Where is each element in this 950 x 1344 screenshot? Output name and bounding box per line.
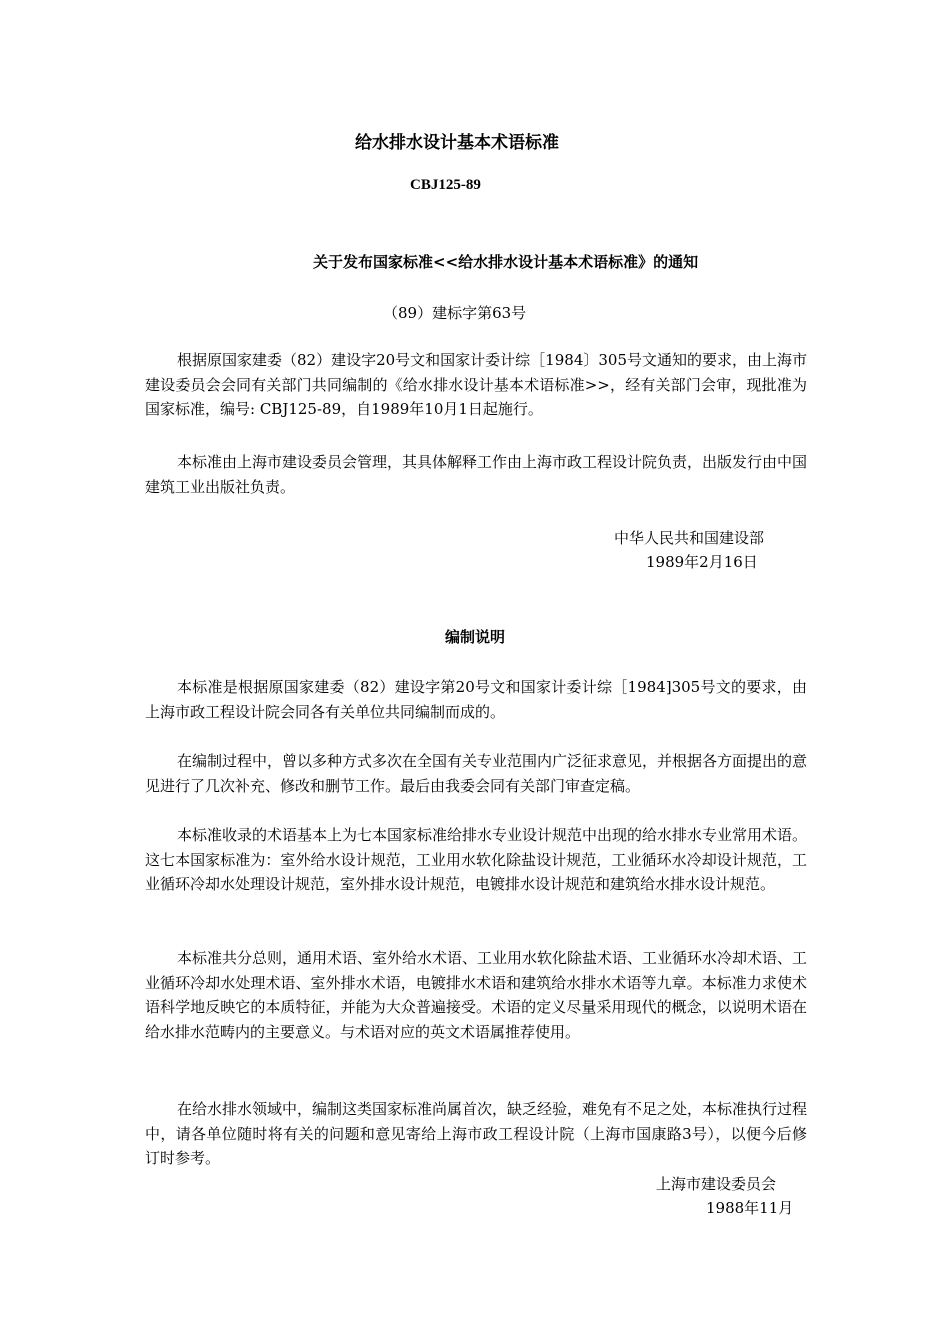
- section-title: 编制说明: [445, 628, 506, 646]
- notice-title: 关于发布国家标准<<给水排水设计基本术语标准》的通知: [313, 253, 699, 271]
- section-paragraph-4: 本标准共分总则，通用术语、室外给水术语、工业用水软化除盐术语、工业循环水冷却术语、工业循环冷却水处理术语、室外排水术语，电镀排水术语和建筑给水排水术语等九章。本标准力求使术语科学地反映它的本质特征，并能为大众普遍接受。术语的定义尽量采用现代的概念，以说明术语在给水排水范畴内的主要意义。与术语对应的英文术语属推荐使用。: [145, 949, 808, 1041]
- notice-paragraph-1: 根据原国家建委（82）建设字20号文和国家计委计综［1984〕305号文通知的要求，由上海市建设委员会会同有关部门共同编制的《给水排水设计基本术语标准>>，经有关部门会审，现批准为国家标准，编号: CBJ125-89，自1989年10月1日起施行。: [145, 351, 807, 418]
- section-paragraph-5: 在给水排水领域中，编制这类国家标准尚属首次，缺乏经验，难免有不足之处，本标准执行过程中，请各单位随时将有关的问题和意见寄给上海市政工程设计院（上海市国康路3号），以便今后修订时参考。: [145, 1100, 808, 1167]
- notice-signature-org: 中华人民共和国建设部: [614, 529, 765, 547]
- section-paragraph-1: 本标准是根据原国家建委（82）建设字第20号文和国家计委计综［1984]305号文的要求，由上海市政工程设计院会同各有关单位共同编制而成的。: [145, 678, 807, 721]
- section-paragraph-3: 本标准收录的术语基本上为七本国家标准给排水专业设计规范中出现的给水排水专业常用术语。这七本国家标准为：室外给水设计规范，工业用水软化除盐设计规范，工业循环水冷却设计规范，工业循环冷却水处理设计规范，室外排水设计规范，电镀排水设计规范和建筑给水排水设计规范。: [145, 826, 808, 893]
- section-signature-org: 上海市建设委员会: [656, 1175, 777, 1193]
- standard-code: CBJ125-89: [410, 177, 481, 193]
- section-signature-date: 1988年11月: [706, 1199, 794, 1217]
- notice-number: （89）建标字第63号: [383, 304, 527, 322]
- notice-paragraph-2: 本标准由上海市建设委员会管理，其具体解释工作由上海市政工程设计院负责，出版发行由中国建筑工业出版社负责。: [145, 453, 808, 496]
- section-paragraph-2: 在编制过程中，曾以多种方式多次在全国有关专业范围内广泛征求意见，并根据各方面提出的意见进行了几次补充、修改和删节工作。最后由我委会同有关部门审查定稿。: [145, 752, 808, 795]
- document-title: 给水排水设计基本术语标准: [355, 133, 559, 153]
- notice-signature-date: 1989年2月16日: [646, 553, 758, 571]
